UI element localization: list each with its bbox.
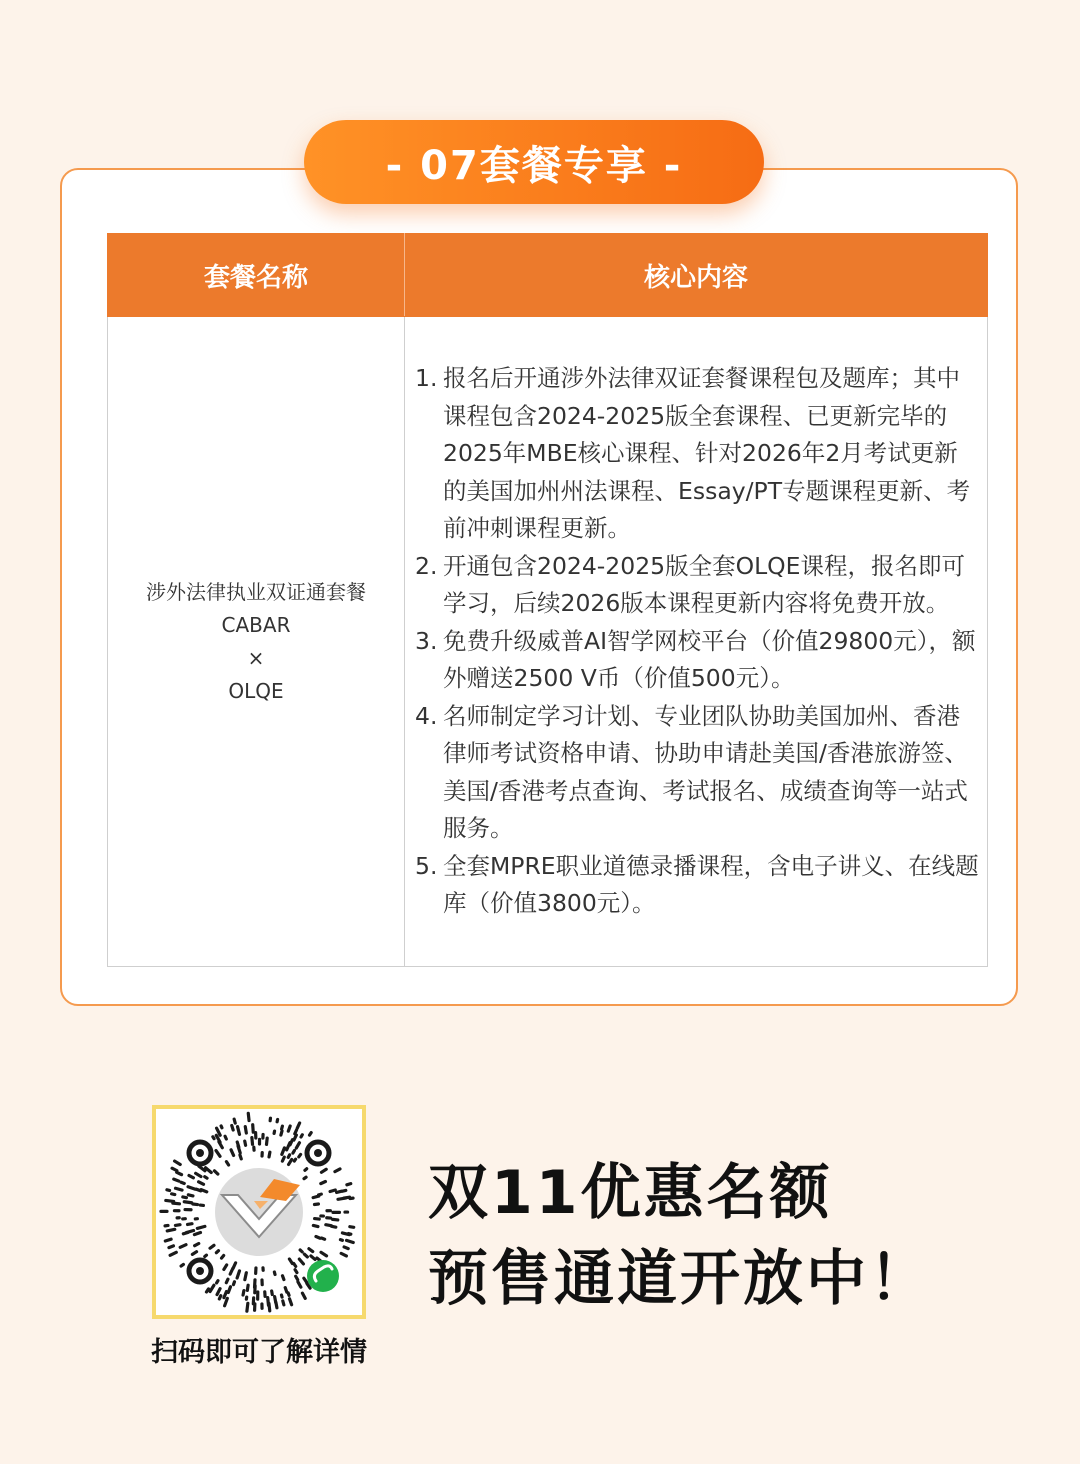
item-number: 2. (415, 551, 438, 580)
qr-dot (217, 1281, 218, 1283)
qr-dot (175, 1161, 181, 1164)
promo-line-2: 预售通道开放中！ (428, 1244, 932, 1314)
qr-dot (184, 1202, 191, 1203)
qr-dot (225, 1136, 226, 1139)
qr-dot (332, 1226, 336, 1227)
qr-dot (245, 1273, 246, 1280)
qr-dot (290, 1299, 292, 1305)
qr-dot (347, 1240, 354, 1242)
qr-dot (348, 1234, 350, 1235)
qr-dot (302, 1293, 305, 1298)
qr-dot (248, 1113, 249, 1120)
qr-dot (266, 1138, 267, 1144)
qr-dot (297, 1123, 299, 1128)
qr-dot (344, 1247, 348, 1249)
qr-dot (289, 1259, 292, 1264)
qr-dot (341, 1253, 346, 1256)
qr-dot (276, 1302, 277, 1307)
qr-dot (172, 1168, 177, 1170)
qr-dot (228, 1287, 230, 1293)
qr-dot (295, 1130, 297, 1134)
qr-dot (177, 1172, 182, 1174)
qr-dot (210, 1285, 214, 1291)
section-title: - 07套餐专享 - (385, 142, 683, 189)
qr-dot (196, 1189, 200, 1191)
qr-dot (316, 1236, 320, 1238)
qr-dot (304, 1177, 306, 1179)
qr-dot (296, 1143, 299, 1148)
qr-dot (205, 1255, 207, 1256)
qr-dot (321, 1252, 326, 1256)
item-text: 全套MPRE职业道德录播课程，含电子讲义、在线题库（价值3800元）。 (443, 851, 979, 918)
qr-dot (197, 1226, 205, 1228)
qr-dot (199, 1182, 204, 1184)
qr-dot (293, 1151, 294, 1154)
qr-dot (193, 1204, 198, 1205)
qr-dot (281, 1295, 282, 1297)
qr-dot (245, 1127, 246, 1133)
qr-dot (304, 1278, 307, 1282)
qr-dot (269, 1303, 270, 1310)
qr-dot (245, 1141, 246, 1145)
qr-dot (205, 1177, 207, 1179)
qr-dot (282, 1157, 284, 1161)
qr-dot (311, 1256, 315, 1259)
qr-dot (288, 1155, 289, 1158)
qr-dot (210, 1245, 214, 1248)
qr-dot (274, 1272, 275, 1274)
qr-dot (224, 1292, 226, 1298)
qr-dot (309, 1249, 313, 1252)
item-number: 3. (415, 626, 438, 655)
qr-dot (238, 1127, 240, 1135)
qr-dot (301, 1135, 302, 1137)
qr-dot (237, 1142, 239, 1147)
table-header-row (108, 234, 988, 317)
qr-dot (350, 1227, 354, 1228)
item-number: 4. (415, 701, 438, 730)
qr-dot (225, 1298, 228, 1305)
qr-dot (219, 1296, 220, 1299)
qr-caption: 扫码即可了解详情 (151, 1337, 367, 1368)
qr-dot (295, 1270, 297, 1273)
qr-dot (294, 1135, 296, 1140)
package-name: 涉外法律执业双证通套餐 (146, 579, 366, 604)
list-item (415, 848, 981, 923)
qr-dot (321, 1169, 326, 1172)
package-code: CABAR (221, 612, 291, 637)
qr-dot (314, 1204, 318, 1205)
qr-dot (335, 1169, 340, 1172)
core-content-cell (405, 317, 988, 967)
qr-dot (174, 1179, 179, 1181)
item-text: 开通包含2024-2025版全套OLQE课程，报名即可学习，后续2026版本课程更新内容将免费开放。 (443, 551, 966, 618)
qr-dot (283, 1276, 284, 1280)
qr-dot (300, 1250, 302, 1252)
section-title-banner (304, 120, 764, 204)
qr-dot (199, 1166, 205, 1171)
qr-dot (189, 1175, 193, 1177)
qr-dot (206, 1289, 208, 1292)
qr-dot (196, 1173, 201, 1176)
qr-dot (216, 1251, 218, 1253)
qr-dot (167, 1190, 170, 1191)
qr-dot (217, 1289, 220, 1295)
qr-dot (333, 1219, 338, 1220)
times-symbol: × (247, 645, 265, 670)
qr-dot (221, 1126, 222, 1128)
item-text: 报名后开通涉外法律双证套餐课程包及题库；其中课程包含2024-2025版全套课程、已更新完毕的2025年MBE核心课程、针对2026年2月考试更新的美国加州州法课程、Essay/PT专题课程更新、考前冲刺课程更新。 (443, 364, 971, 543)
qr-dot (296, 1276, 298, 1280)
qr-dot (181, 1264, 183, 1266)
qr-dot (175, 1225, 180, 1226)
qr-dot (222, 1255, 224, 1258)
qr-dot (183, 1197, 187, 1198)
qr-dot (188, 1224, 192, 1225)
qr-dot (181, 1182, 184, 1183)
qr-dot (330, 1190, 335, 1191)
qr-dot (167, 1229, 175, 1231)
qr-dot (230, 1268, 233, 1274)
qr-dot (340, 1240, 342, 1241)
qr-dot (226, 1279, 228, 1282)
qr-dot (305, 1169, 307, 1171)
qr-dot (288, 1293, 289, 1295)
qr-dot (195, 1244, 199, 1246)
qr-dot (240, 1155, 241, 1159)
item-text: 名师制定学习计划、专业团队协助美国加州、香港律师考试资格申请、协助申请赴美国/香港旅游签、美国/香港考点查询、考试报名、成绩查询等一站式服务。 (443, 701, 968, 843)
qr-dot (313, 1225, 318, 1226)
qr-dot (304, 1254, 307, 1257)
qr-dot (172, 1194, 175, 1195)
qr-dot (252, 1138, 253, 1145)
qr-dot (232, 1126, 233, 1130)
qr-dot (298, 1282, 301, 1287)
promo-block (428, 1150, 932, 1322)
item-number: 1. (415, 364, 438, 393)
qr-dot (165, 1239, 171, 1241)
qr-dot (243, 1291, 244, 1295)
qr-dot (315, 1219, 320, 1220)
qr-dot (290, 1140, 292, 1145)
qr-dot (216, 1151, 220, 1157)
qr-dot (247, 1303, 248, 1311)
promo-line-1: 双11优惠名额 (428, 1158, 833, 1228)
qr-dot (166, 1200, 174, 1201)
qr-dot (173, 1203, 180, 1204)
mini-program-qr-code[interactable] (152, 1105, 366, 1319)
qr-dot (299, 1154, 301, 1156)
qr-dot (213, 1137, 214, 1139)
qr-dot (247, 1285, 248, 1290)
qr-dot (319, 1194, 322, 1195)
list-item (415, 548, 981, 623)
qr-dot (269, 1152, 270, 1157)
qr-dot (224, 1265, 227, 1270)
qr-dot (183, 1233, 188, 1234)
qr-dot (283, 1301, 284, 1305)
qr-dot (176, 1188, 183, 1190)
qr-dot (299, 1259, 303, 1264)
qr-dot (194, 1232, 200, 1234)
item-number: 5. (415, 851, 438, 880)
qr-dot (322, 1238, 325, 1239)
qr-dot (234, 1119, 235, 1123)
list-item (415, 360, 981, 548)
qr-dot (321, 1182, 326, 1184)
qr-dot (253, 1125, 254, 1132)
qr-dot (294, 1159, 295, 1161)
qr-dot (188, 1187, 195, 1189)
qr-dot (192, 1252, 196, 1255)
header-package-name: 套餐名称 (108, 234, 405, 317)
qr-dot (169, 1246, 173, 1248)
qr-dot (272, 1291, 273, 1294)
list-item (415, 698, 981, 848)
qr-dot (282, 1126, 283, 1129)
qr-dot (180, 1245, 186, 1248)
package-table (107, 233, 988, 967)
qr-dot (231, 1150, 234, 1156)
qr-dot (237, 1271, 239, 1278)
header-core-content: 核心内容 (405, 234, 988, 317)
qr-dot (285, 1288, 287, 1293)
qr-dot (233, 1282, 234, 1285)
qr-dot (282, 1148, 285, 1154)
qr-dot (214, 1171, 217, 1174)
qr-dot (310, 1133, 312, 1136)
qr-dot (226, 1162, 228, 1165)
qr-dot (206, 1168, 212, 1173)
content-list (415, 360, 981, 923)
table-row (108, 317, 988, 967)
package-name-cell (108, 317, 405, 967)
qr-dot (281, 1131, 282, 1135)
qr-code-icon (156, 1109, 362, 1315)
qr-dot (347, 1184, 351, 1185)
qr-dot (170, 1252, 176, 1255)
list-item (415, 623, 981, 698)
qr-dot (342, 1190, 345, 1191)
qr-dot (188, 1195, 193, 1196)
item-text: 免费升级威普AI智学网校平台（价值29800元），额外赠送2500 V币（价值500元）。 (443, 626, 976, 693)
qr-dot (294, 1263, 296, 1266)
qr-dot (289, 1159, 292, 1164)
package-code: OLQE (228, 678, 284, 703)
qr-dot (288, 1126, 290, 1131)
